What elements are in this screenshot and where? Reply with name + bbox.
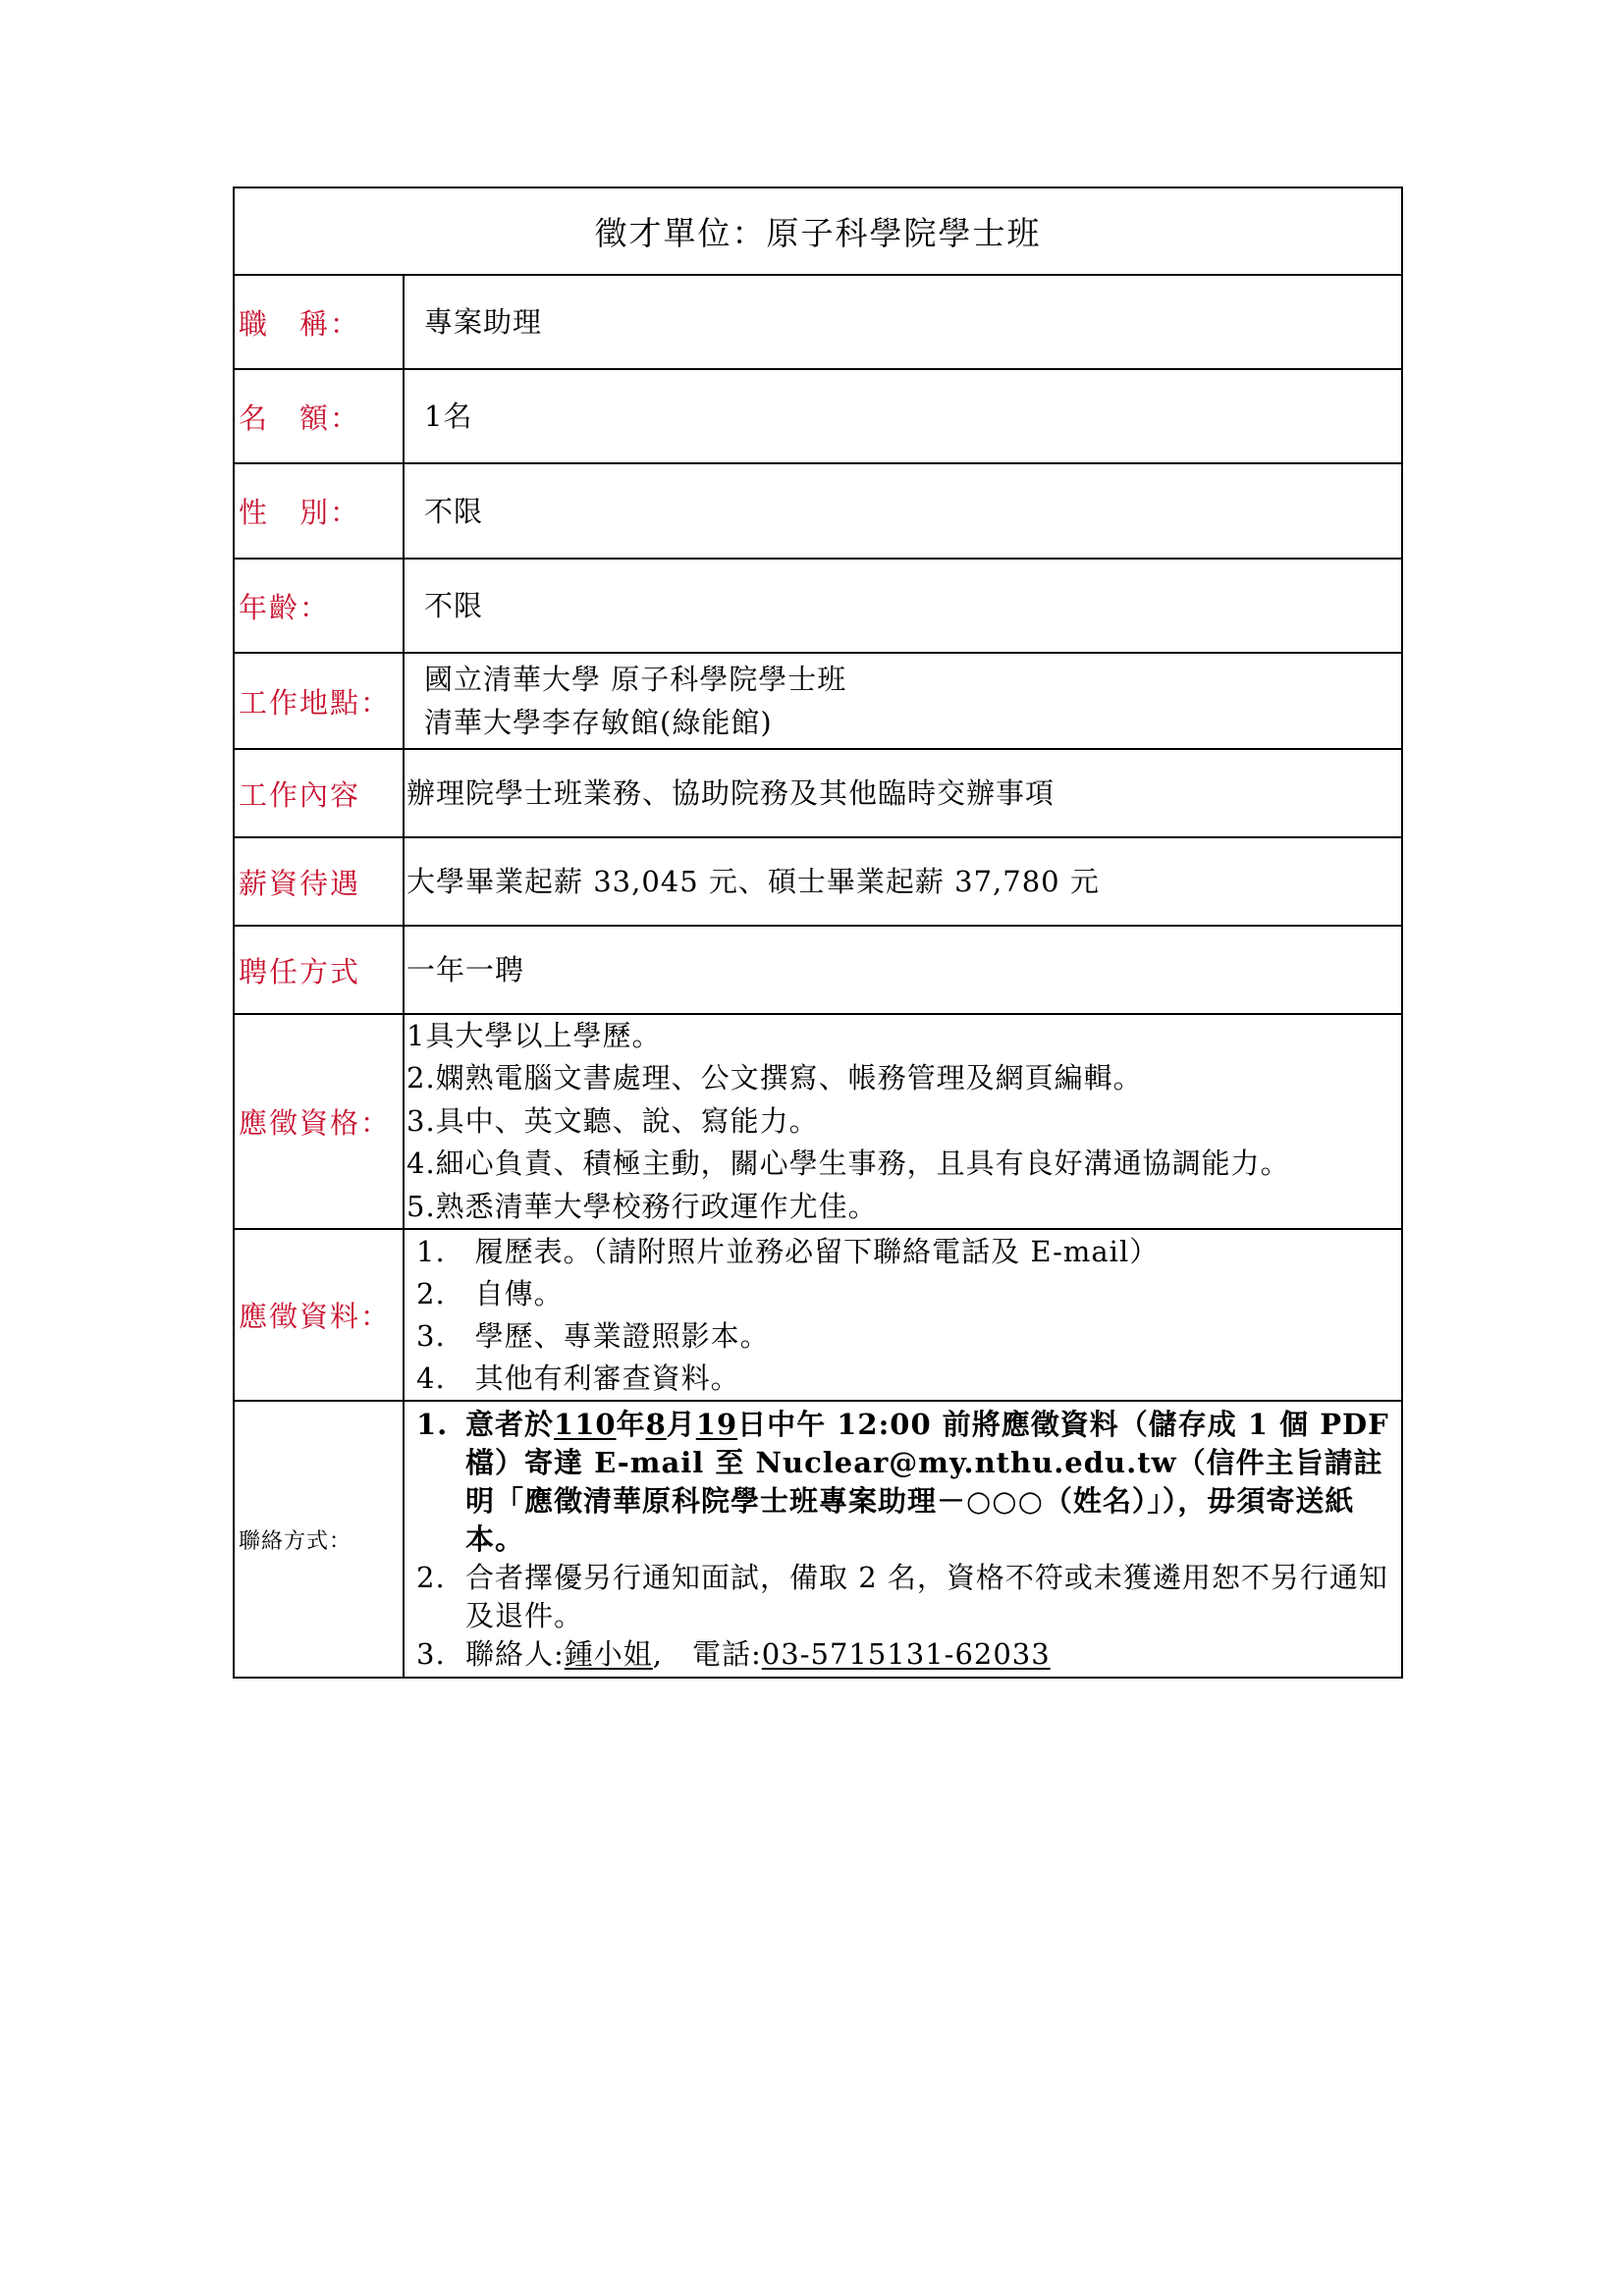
contact-item-2-text: 合者擇優另行通知面試，備取 2 名，資格不符或未獲遴用恕不另行通知及退件。 (465, 1560, 1388, 1632)
row-employment (235, 925, 1401, 1013)
value-gender (405, 464, 1401, 558)
job-posting-table (233, 187, 1403, 1679)
contact-item-1-number: 1. (416, 1407, 449, 1441)
value-quota (405, 370, 1401, 462)
phone-number: 03-5715131-62033 (761, 1636, 1051, 1671)
row-quota (235, 368, 1401, 462)
age-text: 不限 (424, 589, 484, 622)
employment-text: 一年一聘 (406, 953, 525, 987)
row-contact (235, 1400, 1401, 1677)
deadline-prefix: 意者於 (465, 1407, 555, 1441)
deadline-month: 8 (645, 1407, 667, 1441)
contact-item-2 (416, 1559, 1401, 1635)
row-age (235, 558, 1401, 652)
value-qualifications (405, 1015, 1401, 1228)
value-age (405, 560, 1401, 652)
salary-text: 大學畢業起薪 33,045 元、碩士畢業起薪 37,780 元 (406, 865, 1100, 898)
document-item: 4. 其他有利審查資料。 (416, 1361, 740, 1395)
contact-person-label: 聯絡人: (465, 1636, 565, 1671)
value-location (405, 654, 1401, 748)
content-text: 辦理院學士班業務、協助院務及其他臨時交辦事項 (406, 776, 1056, 810)
row-location (235, 652, 1401, 748)
label-employment: 聘任方式 (235, 927, 405, 1013)
contact-item-1-text (465, 1406, 1401, 1559)
contact-person-name: 鍾小姐 (564, 1636, 653, 1671)
deadline-year-unit: 年 (616, 1407, 646, 1441)
phone-label: , 電話: (652, 1636, 762, 1671)
value-salary (405, 838, 1401, 925)
position-text: 專案助理 (424, 305, 543, 339)
label-salary: 薪資待遇 (235, 838, 405, 925)
label-quota: 名 額： (235, 370, 405, 462)
contact-item-3-number: 3. (416, 1636, 446, 1671)
location-line-2: 清華大學李存敏館(綠能館) (424, 706, 773, 739)
value-position (405, 276, 1401, 368)
value-employment (405, 927, 1401, 1013)
row-salary (235, 836, 1401, 925)
contact-item-2-number: 2. (416, 1560, 446, 1594)
row-content (235, 748, 1401, 836)
value-documents (405, 1230, 1401, 1400)
document-item: 2. 自傳。 (416, 1276, 564, 1310)
contact-item-1 (416, 1406, 1401, 1559)
qualification-item: 2.嫻熟電腦文書處理、公文撰寫、帳務管理及網頁編輯。 (406, 1061, 1143, 1095)
qualification-item: 4.細心負責、積極主動，關心學生事務，且具有良好溝通協調能力。 (406, 1147, 1290, 1181)
row-gender (235, 462, 1401, 558)
quota-text: 1名 (424, 400, 473, 433)
deadline-day: 19 (695, 1407, 738, 1441)
deadline-month-unit: 月 (666, 1407, 696, 1441)
value-contact (405, 1402, 1401, 1677)
qualification-item: 5.熟悉清華大學校務行政運作尤佳。 (406, 1189, 878, 1223)
label-contact: 聯絡方式： (235, 1402, 405, 1677)
row-qualifications (235, 1013, 1401, 1228)
label-age: 年齡： (235, 560, 405, 652)
deadline-year: 110 (554, 1407, 617, 1441)
label-content: 工作內容 (235, 750, 405, 836)
contact-item-3 (416, 1635, 1401, 1674)
table-title: 徵才單位：原子科學院學士班 (594, 214, 1042, 252)
label-documents: 應徵資料： (235, 1230, 405, 1400)
label-location: 工作地點： (235, 654, 405, 748)
location-line-1: 國立清華大學 原子科學院學士班 (424, 663, 847, 696)
qualification-item: 1具大學以上學歷。 (406, 1018, 662, 1052)
submission-instructions: 日中午 12:00 前將應徵資料（儲存成 1 個 PDF 檔）寄達 E-mail 至 Nuclear@my.nthu.edu.tw（信件主旨請註明「應徵清華原科院學士班專案助理－○○○（姓名）」），毋須寄送紙本。 (465, 1407, 1389, 1556)
value-content (405, 750, 1401, 836)
row-documents (235, 1228, 1401, 1400)
label-qualifications: 應徵資格： (235, 1015, 405, 1228)
document-item: 1. 履歷表。（請附照片並務必留下聯絡電話及 E-mail） (416, 1234, 1160, 1268)
contact-item-3-text (465, 1635, 1401, 1674)
gender-text: 不限 (424, 494, 484, 528)
row-position (235, 274, 1401, 368)
label-position: 職 稱： (235, 276, 405, 368)
qualification-item: 3.具中、英文聽、說、寫能力。 (406, 1103, 819, 1138)
label-gender: 性 別： (235, 464, 405, 558)
document-item: 3. 學歷、專業證照影本。 (416, 1318, 770, 1353)
